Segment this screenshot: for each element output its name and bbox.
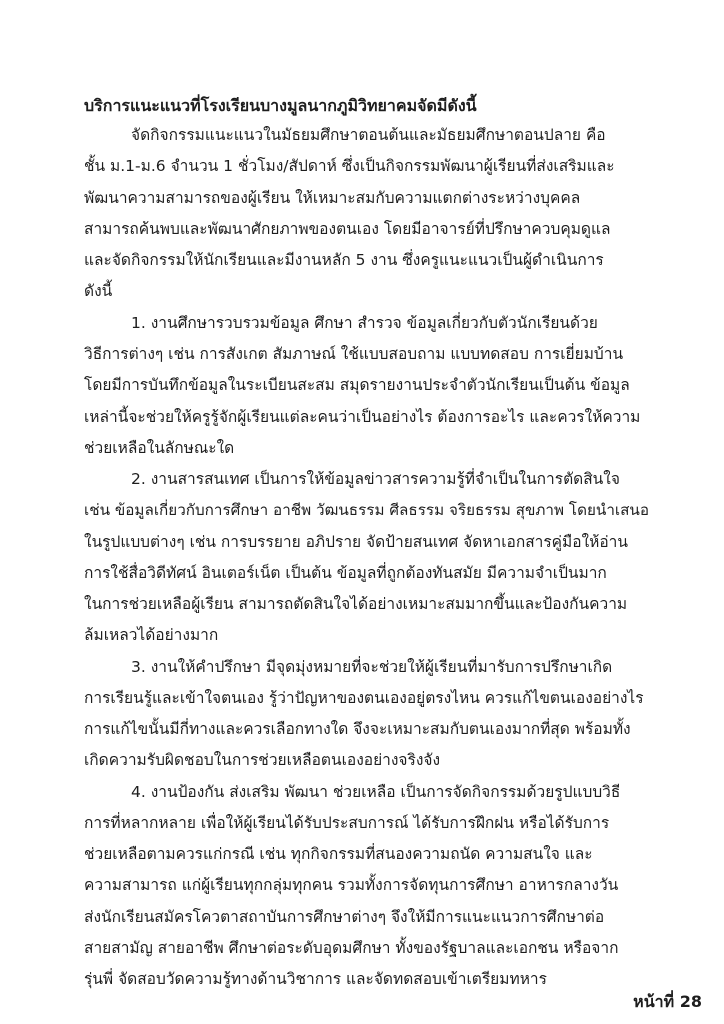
- body-line: การที่หลากหลาย เพื่อให้ผู้เรียนได้รับประสบการณ์ ได้รับการฝึกฝน หรือได้รับการ: [84, 814, 610, 832]
- body-line: เหล่านี้จะช่วยให้ครูรู้จักผู้เรียนแต่ละคนว่าเป็นอย่างไร ต้องการอะไร และควรให้ความ: [84, 408, 641, 426]
- body-line: ในรูปแบบต่างๆ เช่น การบรรยาย อภิปราย จัดป้ายสนเทศ จัดหาเอกสารคู่มือให้อ่าน: [84, 533, 628, 551]
- body-line: ช่วยเหลือตามควรแก่กรณี เช่น ทุกกิจกรรมที่สนองความถนัด ความสนใจ และ: [84, 845, 593, 863]
- body-line: 3. งานให้คำปรึกษา มีจุดมุ่งหมายที่จะช่วยให้ผู้เรียนที่มารับการปรึกษาเกิด: [131, 658, 613, 676]
- body-line: ล้มเหลวได้อย่างมาก: [84, 626, 219, 644]
- body-line: 1. งานศึกษารวบรวมข้อมูล ศึกษา สำรวจ ข้อมูลเกี่ยวกับตัวนักเรียนด้วย: [131, 314, 598, 332]
- body-line: ส่งนักเรียนสมัครโควตาสถาบันการศึกษาต่างๆ จึงให้มีการแนะแนวการศึกษาต่อ: [84, 908, 605, 926]
- body-line: ความสามารถ แก่ผู้เรียนทุกกลุ่มทุกคน รวมทั้งการจัดทุนการศึกษา อาหารกลางวัน: [84, 876, 619, 894]
- body-line: ชั้น ม.1-ม.6 จำนวน 1 ชั่วโมง/สัปดาห์ ซึ่งเป็นกิจกรรมพัฒนาผู้เรียนที่ส่งเสริมและ: [84, 157, 615, 175]
- body-line: ช่วยเหลือในลักษณะใด: [84, 439, 235, 457]
- body-line: ในการช่วยเหลือผู้เรียน สามารถตัดสินใจได้อย่างเหมาะสมมากขึ้นและป้องกันความ: [84, 595, 628, 613]
- body-line: การเรียนรู้และเข้าใจตนเอง รู้ว่าปัญหาของตนเองอยู่ตรงไหน ควรแก้ไขตนเองอย่างไร: [84, 689, 644, 707]
- body-line: รุ่นพี่ จัดสอบวัดความรู้ทางด้านวิชาการ และจัดทดสอบเข้าเตรียมทหาร: [84, 970, 547, 988]
- page-number: หน้าที่ 28: [633, 992, 702, 1011]
- body-line: ดังนี้: [84, 282, 113, 300]
- body-line: สายสามัญ สายอาชีพ ศึกษาต่อระดับอุดมศึกษา ทั้งของรัฐบาลและเอกชน หรือจาก: [84, 939, 619, 957]
- body-line: สามารถค้นพบและพัฒนาศักยภาพของตนเอง โดยมีอาจารย์ที่ปรึกษาควบคุมดูแล: [84, 220, 611, 238]
- body-line: และจัดกิจกรรมให้นักเรียนและมีงานหลัก 5 งาน ซึ่งครูแนะแนวเป็นผู้ดำเนินการ: [84, 251, 604, 269]
- body-line: เกิดความรับผิดชอบในการช่วยเหลือตนเองอย่างจริงจัง: [84, 751, 441, 769]
- section-heading: บริการแนะแนวที่โรงเรียนบางมูลนากภูมิวิทยาคมจัดมีดังนี้: [84, 96, 477, 115]
- body-line: 2. งานสารสนเทศ เป็นการให้ข้อมูลข่าวสารความรู้ที่จำเป็นในการตัดสินใจ: [131, 470, 620, 488]
- body-line: การแก้ไขนั้นมีกี่ทางและควรเลือกทางใด จึงจะเหมาะสมกับตนเองมากที่สุด พร้อมทั้ง: [84, 720, 631, 738]
- body-line: โดยมีการบันทึกข้อมูลในระเบียนสะสม สมุดรายงานประจำตัวนักเรียนเป็นต้น ข้อมูล: [84, 376, 630, 394]
- body-line: วิธีการต่างๆ เช่น การสังเกต สัมภาษณ์ ใช้แบบสอบถาม แบบทดสอบ การเยี่ยมบ้าน: [84, 345, 624, 363]
- body-line: เช่น ข้อมูลเกี่ยวกับการศึกษา อาชีพ วัฒนธรรม ศีลธรรม จริยธรรม สุขภาพ โดยนำเสนอ: [84, 501, 650, 519]
- body-line: การใช้สื่อวิดีทัศน์ อินเตอร์เน็ต เป็นต้น ข้อมูลที่ถูกต้องทันสมัย มีความจำเป็นมาก: [84, 564, 607, 582]
- body-line: พัฒนาความสามารถของผู้เรียน ให้เหมาะสมกับความแตกต่างระหว่างบุคคล: [84, 189, 581, 207]
- body-line: 4. งานป้องกัน ส่งเสริม พัฒนา ช่วยเหลือ เป็นการจัดกิจกรรมด้วยรูปแบบวิธี: [131, 783, 621, 801]
- body-line: จัดกิจกรรมแนะแนวในมัธยมศึกษาตอนต้นและมัธยมศึกษาตอนปลาย คือ: [131, 126, 606, 144]
